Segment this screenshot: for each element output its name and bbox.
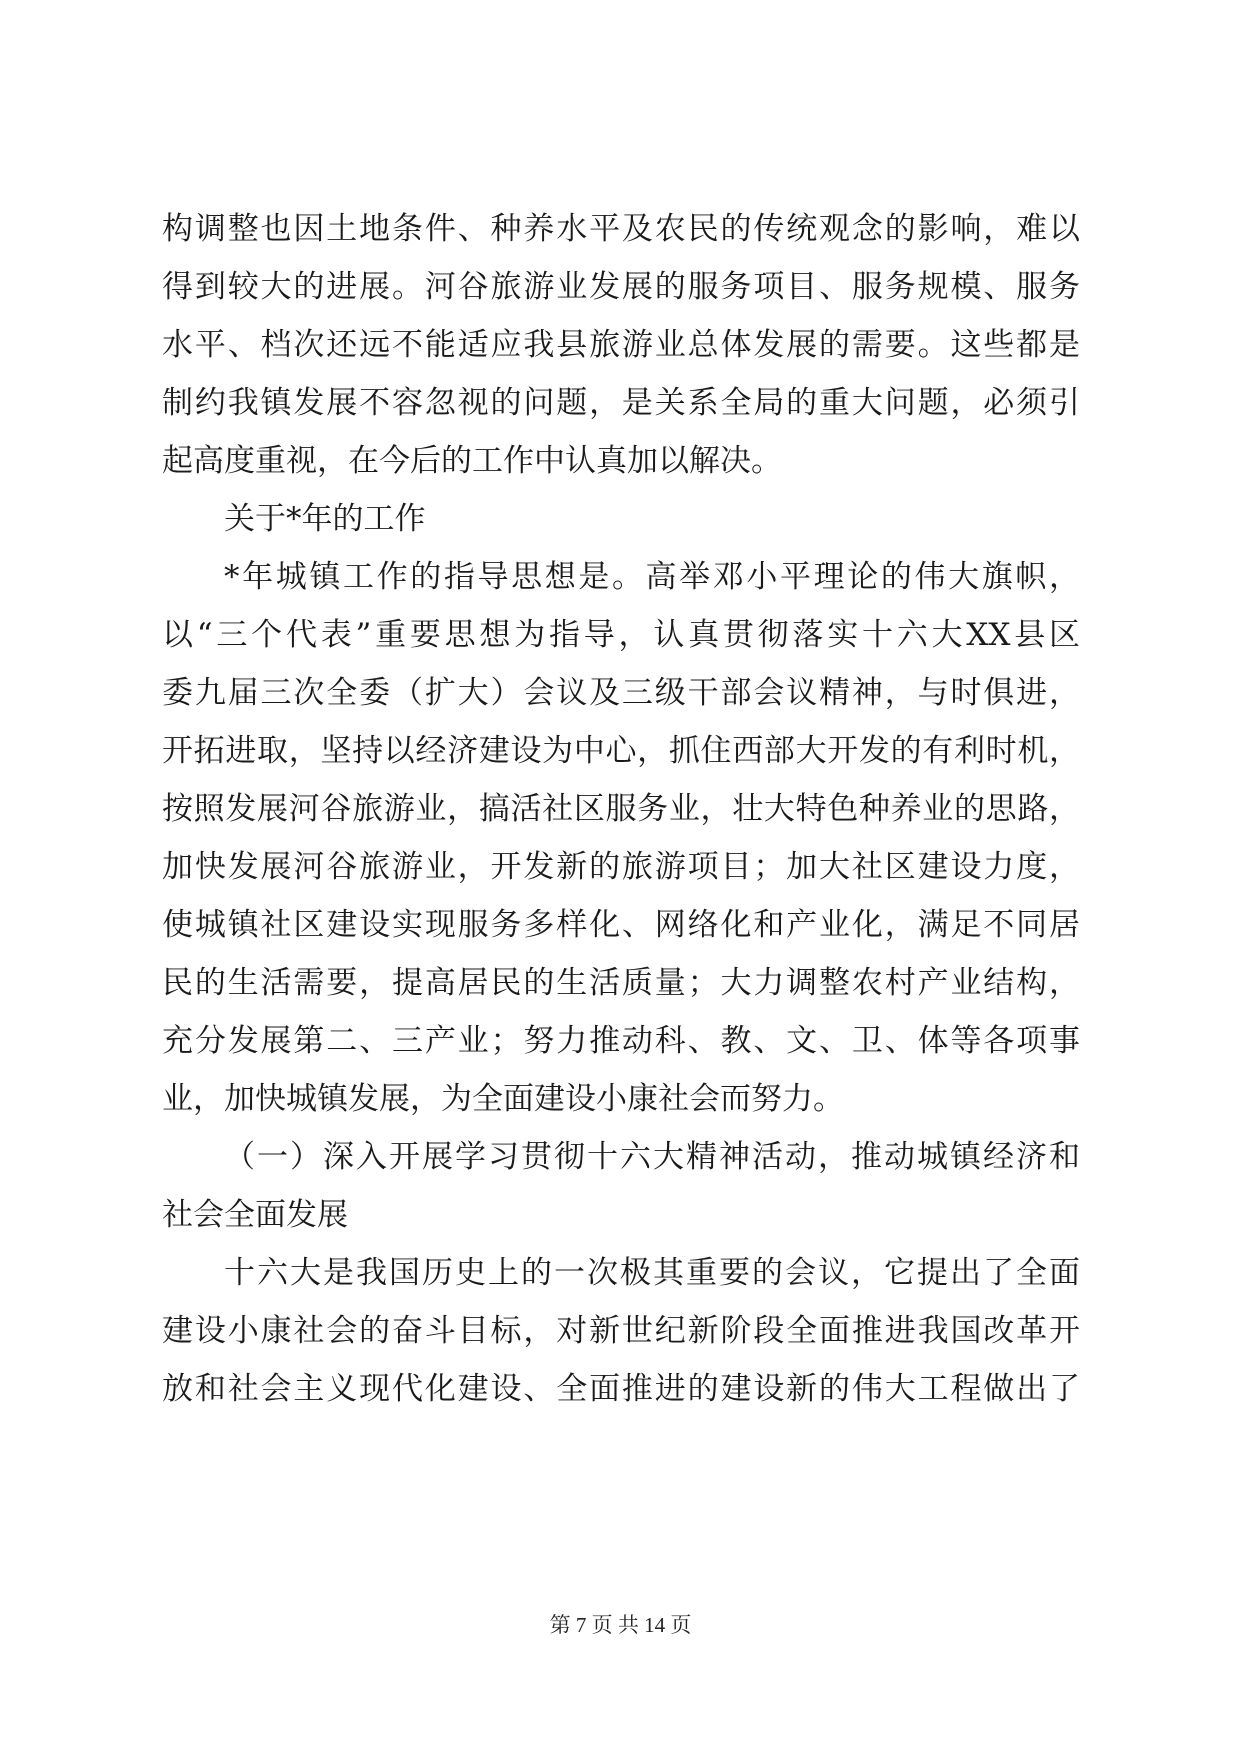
- text-line: 制约我镇发展不容忽视的问题，是关系全局的重大问题，必须引: [162, 385, 1080, 421]
- text-line: 水平、档次还远不能适应我县旅游业总体发展的需要。这些都是: [162, 327, 1080, 363]
- page-number-footer: 第 7 页 共 14 页: [549, 1613, 692, 1637]
- text-line: 业，加快城镇发展，为全面建设小康社会而努力。: [162, 1081, 844, 1117]
- subsection-heading: （一）深入开展学习贯彻十六大精神活动，推动城镇经济和: [224, 1139, 1080, 1175]
- section-heading: 关于*年的工作: [224, 501, 426, 537]
- text-line: 得到较大的进展。河谷旅游业发展的服务项目、服务规模、服务: [162, 269, 1080, 305]
- subsection-heading: 社会全面发展: [162, 1197, 348, 1233]
- text-line: 委九届三次全委（扩大）会议及三级干部会议精神，与时俱进，: [162, 675, 1080, 711]
- text-line: 放和社会主义现代化建设、全面推进的建设新的伟大工程做出了: [162, 1371, 1080, 1407]
- text-line: 建设小康社会的奋斗目标，对新世纪新阶段全面推进我国改革开: [162, 1313, 1080, 1349]
- text-line: 构调整也因土地条件、种养水平及农民的传统观念的影响，难以: [162, 211, 1080, 247]
- text-line: 使城镇社区建设实现服务多样化、网络化和产业化，满足不同居: [162, 907, 1080, 943]
- text-line: 民的生活需要，提高居民的生活质量；大力调整农村产业结构，: [162, 965, 1080, 1001]
- text-line: 以“三个代表”重要思想为指导，认真贯彻落实十六大XX县区: [162, 617, 1080, 653]
- text-line: 起高度重视，在今后的工作中认真加以解决。: [162, 443, 782, 479]
- text-line: 充分发展第二、三产业；努力推动科、教、文、卫、体等各项事: [162, 1023, 1080, 1059]
- text-line: 开拓进取，坚持以经济建设为中心，抓住西部大开发的有利时机，: [162, 733, 1080, 769]
- text-line: *年城镇工作的指导思想是。高举邓小平理论的伟大旗帜，: [224, 559, 1080, 595]
- text-line: 十六大是我国历史上的一次极其重要的会议，它提出了全面: [224, 1255, 1080, 1291]
- text-line: 加快发展河谷旅游业，开发新的旅游项目；加大社区建设力度，: [162, 849, 1080, 885]
- text-line: 按照发展河谷旅游业，搞活社区服务业，壮大特色种养业的思路，: [162, 791, 1080, 827]
